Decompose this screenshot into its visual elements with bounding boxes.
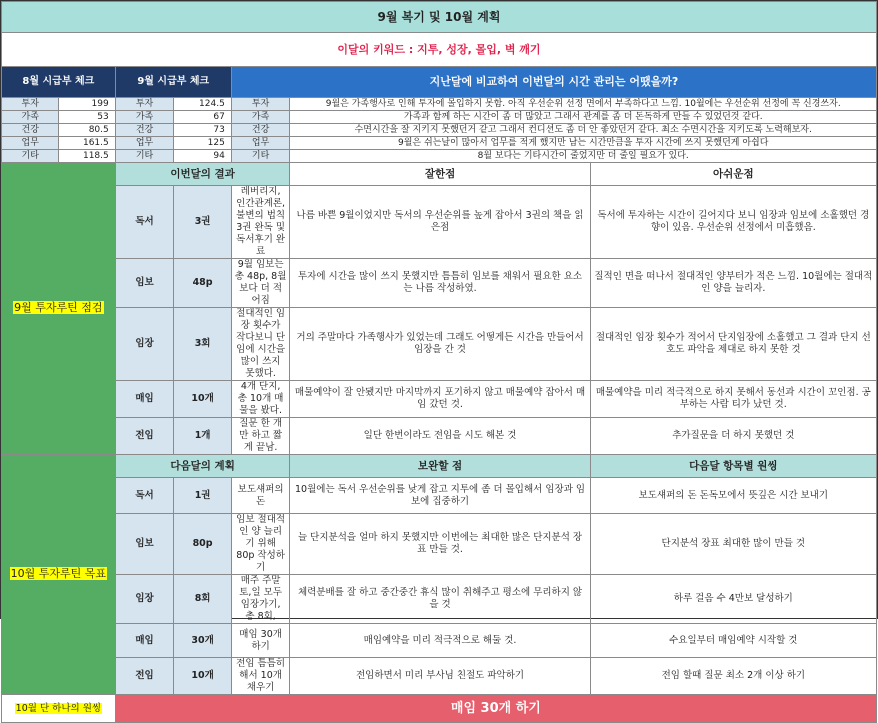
sep-val: 73 bbox=[174, 124, 231, 137]
oct-cat: 전임 bbox=[115, 658, 174, 695]
oct-onething: 하루 걸음 수 4만보 달성하기 bbox=[590, 575, 876, 624]
oct-plan: 매임 30개 하기 bbox=[231, 624, 290, 658]
oct-cat: 매임 bbox=[115, 624, 174, 658]
sep-cat: 독서 bbox=[115, 186, 174, 259]
aug-cat: 기타 bbox=[2, 150, 59, 163]
sep-cat: 전임 bbox=[115, 418, 174, 455]
oct-improve: 10월에는 독서 우선순위를 낮게 잡고 지투에 좀 더 몰입해서 임장과 임보에 집중하기 bbox=[290, 478, 590, 514]
oct-onething: 전임 할때 질문 최소 2개 이상 하기 bbox=[590, 658, 876, 695]
sep-qty: 3회 bbox=[174, 308, 231, 381]
time-cat: 기타 bbox=[231, 150, 290, 163]
time-cat: 건강 bbox=[231, 124, 290, 137]
oct-qty: 8회 bbox=[174, 575, 231, 624]
aug-cat: 업무 bbox=[2, 137, 59, 150]
aug-val: 161.5 bbox=[59, 137, 115, 150]
sep-bad: 매물예약을 미리 적극적으로 하지 못해서 동선과 시간이 꼬인점. 공부하는 사람 티가 났던 것. bbox=[590, 381, 876, 418]
time-cat: 업무 bbox=[231, 137, 290, 150]
onething-label-cell bbox=[2, 695, 116, 723]
aug-cat: 가족 bbox=[2, 111, 59, 124]
sep-header-result: 이번달의 결과 bbox=[115, 163, 290, 186]
oct-qty: 30개 bbox=[174, 624, 231, 658]
sep-val: 94 bbox=[174, 150, 231, 163]
sep-result: 절대적인 임장 횟수가 작다보니 단임에 시간을 많이 쓰지 못했다. bbox=[231, 308, 290, 381]
sep-row bbox=[2, 259, 877, 308]
oct-row bbox=[2, 478, 877, 514]
oct-plan: 전임 틈틈히 해서 10개 채우기 bbox=[231, 658, 290, 695]
sep-row bbox=[2, 418, 877, 455]
sep-qty: 10개 bbox=[174, 381, 231, 418]
monthly-keyword: 이달의 키워드 : 지투, 성장, 몰입, 벽 깨기 bbox=[2, 33, 877, 67]
stat-row bbox=[2, 98, 877, 111]
sep-val: 124.5 bbox=[174, 98, 231, 111]
stat-row bbox=[2, 124, 877, 137]
oct-routine-label-text: 10월 투자루틴 목표 bbox=[10, 567, 107, 580]
oct-plan: 임보 절대적인 양 늘리기 위해 80p 작성하기 bbox=[231, 514, 290, 575]
sep-result: 질문 한 개만 하고 짧게 끝남. bbox=[231, 418, 290, 455]
oct-header-onething: 다음달 항목별 원씽 bbox=[590, 455, 876, 478]
oct-cat: 임보 bbox=[115, 514, 174, 575]
sep-good: 일단 한번이라도 전임을 시도 해본 것 bbox=[290, 418, 590, 455]
aug-val: 80.5 bbox=[59, 124, 115, 137]
aug-val: 199 bbox=[59, 98, 115, 111]
oct-onething: 보도섀퍼의 돈 돈독모에서 뜻깊은 시간 보내기 bbox=[590, 478, 876, 514]
oct-improve: 늘 단지분석을 얼마 하지 못했지만 이번에는 최대한 많은 단지분석 장표 만들 것. bbox=[290, 514, 590, 575]
oct-header-improve: 보완할 점 bbox=[290, 455, 590, 478]
sep-good: 투자에 시간을 많이 쓰지 못했지만 틈틈히 임보를 채워서 필요한 요소는 나름 작성하였. bbox=[290, 259, 590, 308]
sep-cat: 투자 bbox=[115, 98, 174, 111]
sep-cat: 임보 bbox=[115, 259, 174, 308]
time-text: 가족과 함께 하는 시간이 좀 더 많았고 그래서 관계를 좀 더 돈독하게 만들 수 있었던것 같다. bbox=[290, 111, 877, 124]
oct-row bbox=[2, 624, 877, 658]
sep-good: 거의 주말마다 가족행사가 있었는데 그래도 어떻게든 시간을 만들어서 임장을 간 것 bbox=[290, 308, 590, 381]
sep-bad: 절대적인 임장 횟수가 적어서 단지임장에 소홀했고 그 결과 단지 선호도 파악을 제대로 하지 못한 것 bbox=[590, 308, 876, 381]
sep-result: 9월 임보는 총 48p, 8월 보다 더 적어짐 bbox=[231, 259, 290, 308]
stat-row bbox=[2, 111, 877, 124]
oct-row bbox=[2, 658, 877, 695]
oct-qty: 10개 bbox=[174, 658, 231, 695]
sep-bad: 질적인 면을 떠나서 절대적인 양부터가 적은 느낌. 10월에는 절대적인 양을 늘리자. bbox=[590, 259, 876, 308]
sep-good: 매물예약이 잘 안됐지만 마지막까지 포기하지 않고 매물예약 잡아서 매임 갔던 것. bbox=[290, 381, 590, 418]
oct-cat: 임장 bbox=[115, 575, 174, 624]
time-mgmt-header: 지난달에 비교하여 이번달의 시간 관리는 어땠을까? bbox=[231, 67, 876, 98]
sep-qty: 1개 bbox=[174, 418, 231, 455]
sep-bad: 추가질문을 더 하지 못했던 것 bbox=[590, 418, 876, 455]
sep-header-bad: 아쉬운점 bbox=[590, 163, 876, 186]
sep-good: 나름 바쁜 9월이었지만 독서의 우선순위를 높게 잡아서 3권의 책을 읽은점 bbox=[290, 186, 590, 259]
sep-cat: 건강 bbox=[115, 124, 174, 137]
time-text: 9월은 가족행사로 인해 투자에 몰입하지 못함. 아직 우선순위 선정 면에서 부족하다고 느낌. 10월에는 우선순위 선정에 꼭 신경쓰자. bbox=[290, 98, 877, 111]
sep-row bbox=[2, 381, 877, 418]
time-text: 9월은 쉬는날이 많아서 업무를 적게 했지만 남는 시간만큼을 투자 시간에 쓰지 못했던게 아쉽다 bbox=[290, 137, 877, 150]
sep-val: 67 bbox=[174, 111, 231, 124]
oct-row bbox=[2, 575, 877, 624]
oct-row bbox=[2, 514, 877, 575]
sep-routine-label-text: 9월 투자루틴 점검 bbox=[14, 301, 103, 314]
oct-routine-label bbox=[2, 455, 116, 695]
oct-header-plan: 다음달의 계획 bbox=[115, 455, 290, 478]
sep-check-header: 9월 시급부 체크 bbox=[115, 67, 231, 98]
page-title: 9월 복기 및 10월 계획 bbox=[2, 2, 877, 33]
aug-val: 118.5 bbox=[59, 150, 115, 163]
onething-value: 매임 30개 하기 bbox=[115, 695, 876, 723]
oct-improve: 전임하면서 미리 부사님 친절도 파악하기 bbox=[290, 658, 590, 695]
sep-qty: 3권 bbox=[174, 186, 231, 259]
aug-val: 53 bbox=[59, 111, 115, 124]
onething-label: 10월 단 하나의 원씽 bbox=[15, 702, 102, 714]
oct-onething: 수요일부터 매임예약 시작할 것 bbox=[590, 624, 876, 658]
oct-qty: 80p bbox=[174, 514, 231, 575]
sep-cat: 매임 bbox=[115, 381, 174, 418]
sep-header-good: 잘한점 bbox=[290, 163, 590, 186]
sep-result: 4개 단지, 총 10개 매물을 봤다. bbox=[231, 381, 290, 418]
planner-table bbox=[1, 1, 877, 723]
oct-onething: 단지분석 장표 최대한 많이 만들 것 bbox=[590, 514, 876, 575]
sep-result: 레버리지, 인간관계론, 불변의 법칙 3권 완독 및 독서후기 완료 bbox=[231, 186, 290, 259]
sep-cat: 기타 bbox=[115, 150, 174, 163]
aug-cat: 투자 bbox=[2, 98, 59, 111]
sep-cat: 업무 bbox=[115, 137, 174, 150]
oct-cat: 독서 bbox=[115, 478, 174, 514]
sep-routine-label bbox=[2, 163, 116, 455]
oct-improve: 매임예약을 미리 적극적으로 해둘 것. bbox=[290, 624, 590, 658]
aug-cat: 건강 bbox=[2, 124, 59, 137]
oct-plan: 매주 주말 토,일 모두 임장가기, 총 8회, bbox=[231, 575, 290, 624]
time-text: 8월 보다는 기타시간이 줄었지만 더 줄일 필요가 있다. bbox=[290, 150, 877, 163]
oct-qty: 1권 bbox=[174, 478, 231, 514]
time-cat: 투자 bbox=[231, 98, 290, 111]
aug-check-header: 8월 시급부 체크 bbox=[2, 67, 116, 98]
sep-row bbox=[2, 308, 877, 381]
sep-bad: 독서에 투자하는 시간이 길어지다 보니 임장과 임보에 소홀했던 경향이 있음. 우선순위 선정에서 미흡했음. bbox=[590, 186, 876, 259]
sep-cat: 임장 bbox=[115, 308, 174, 381]
sep-val: 125 bbox=[174, 137, 231, 150]
sep-row bbox=[2, 186, 877, 259]
time-text: 수면시간을 잘 지키지 못했던거 같고 그래서 컨디션도 좀 더 안 좋았던거 같다. 최소 수면시간을 지키도록 노력해보자. bbox=[290, 124, 877, 137]
time-cat: 가족 bbox=[231, 111, 290, 124]
sep-qty: 48p bbox=[174, 259, 231, 308]
oct-improve: 체력분배를 잘 하고 중간중간 휴식 많이 취해주고 평소에 무리하지 않을 것 bbox=[290, 575, 590, 624]
sep-cat: 가족 bbox=[115, 111, 174, 124]
stat-row bbox=[2, 137, 877, 150]
oct-plan: 보도섀퍼의 돈 bbox=[231, 478, 290, 514]
stat-row bbox=[2, 150, 877, 163]
